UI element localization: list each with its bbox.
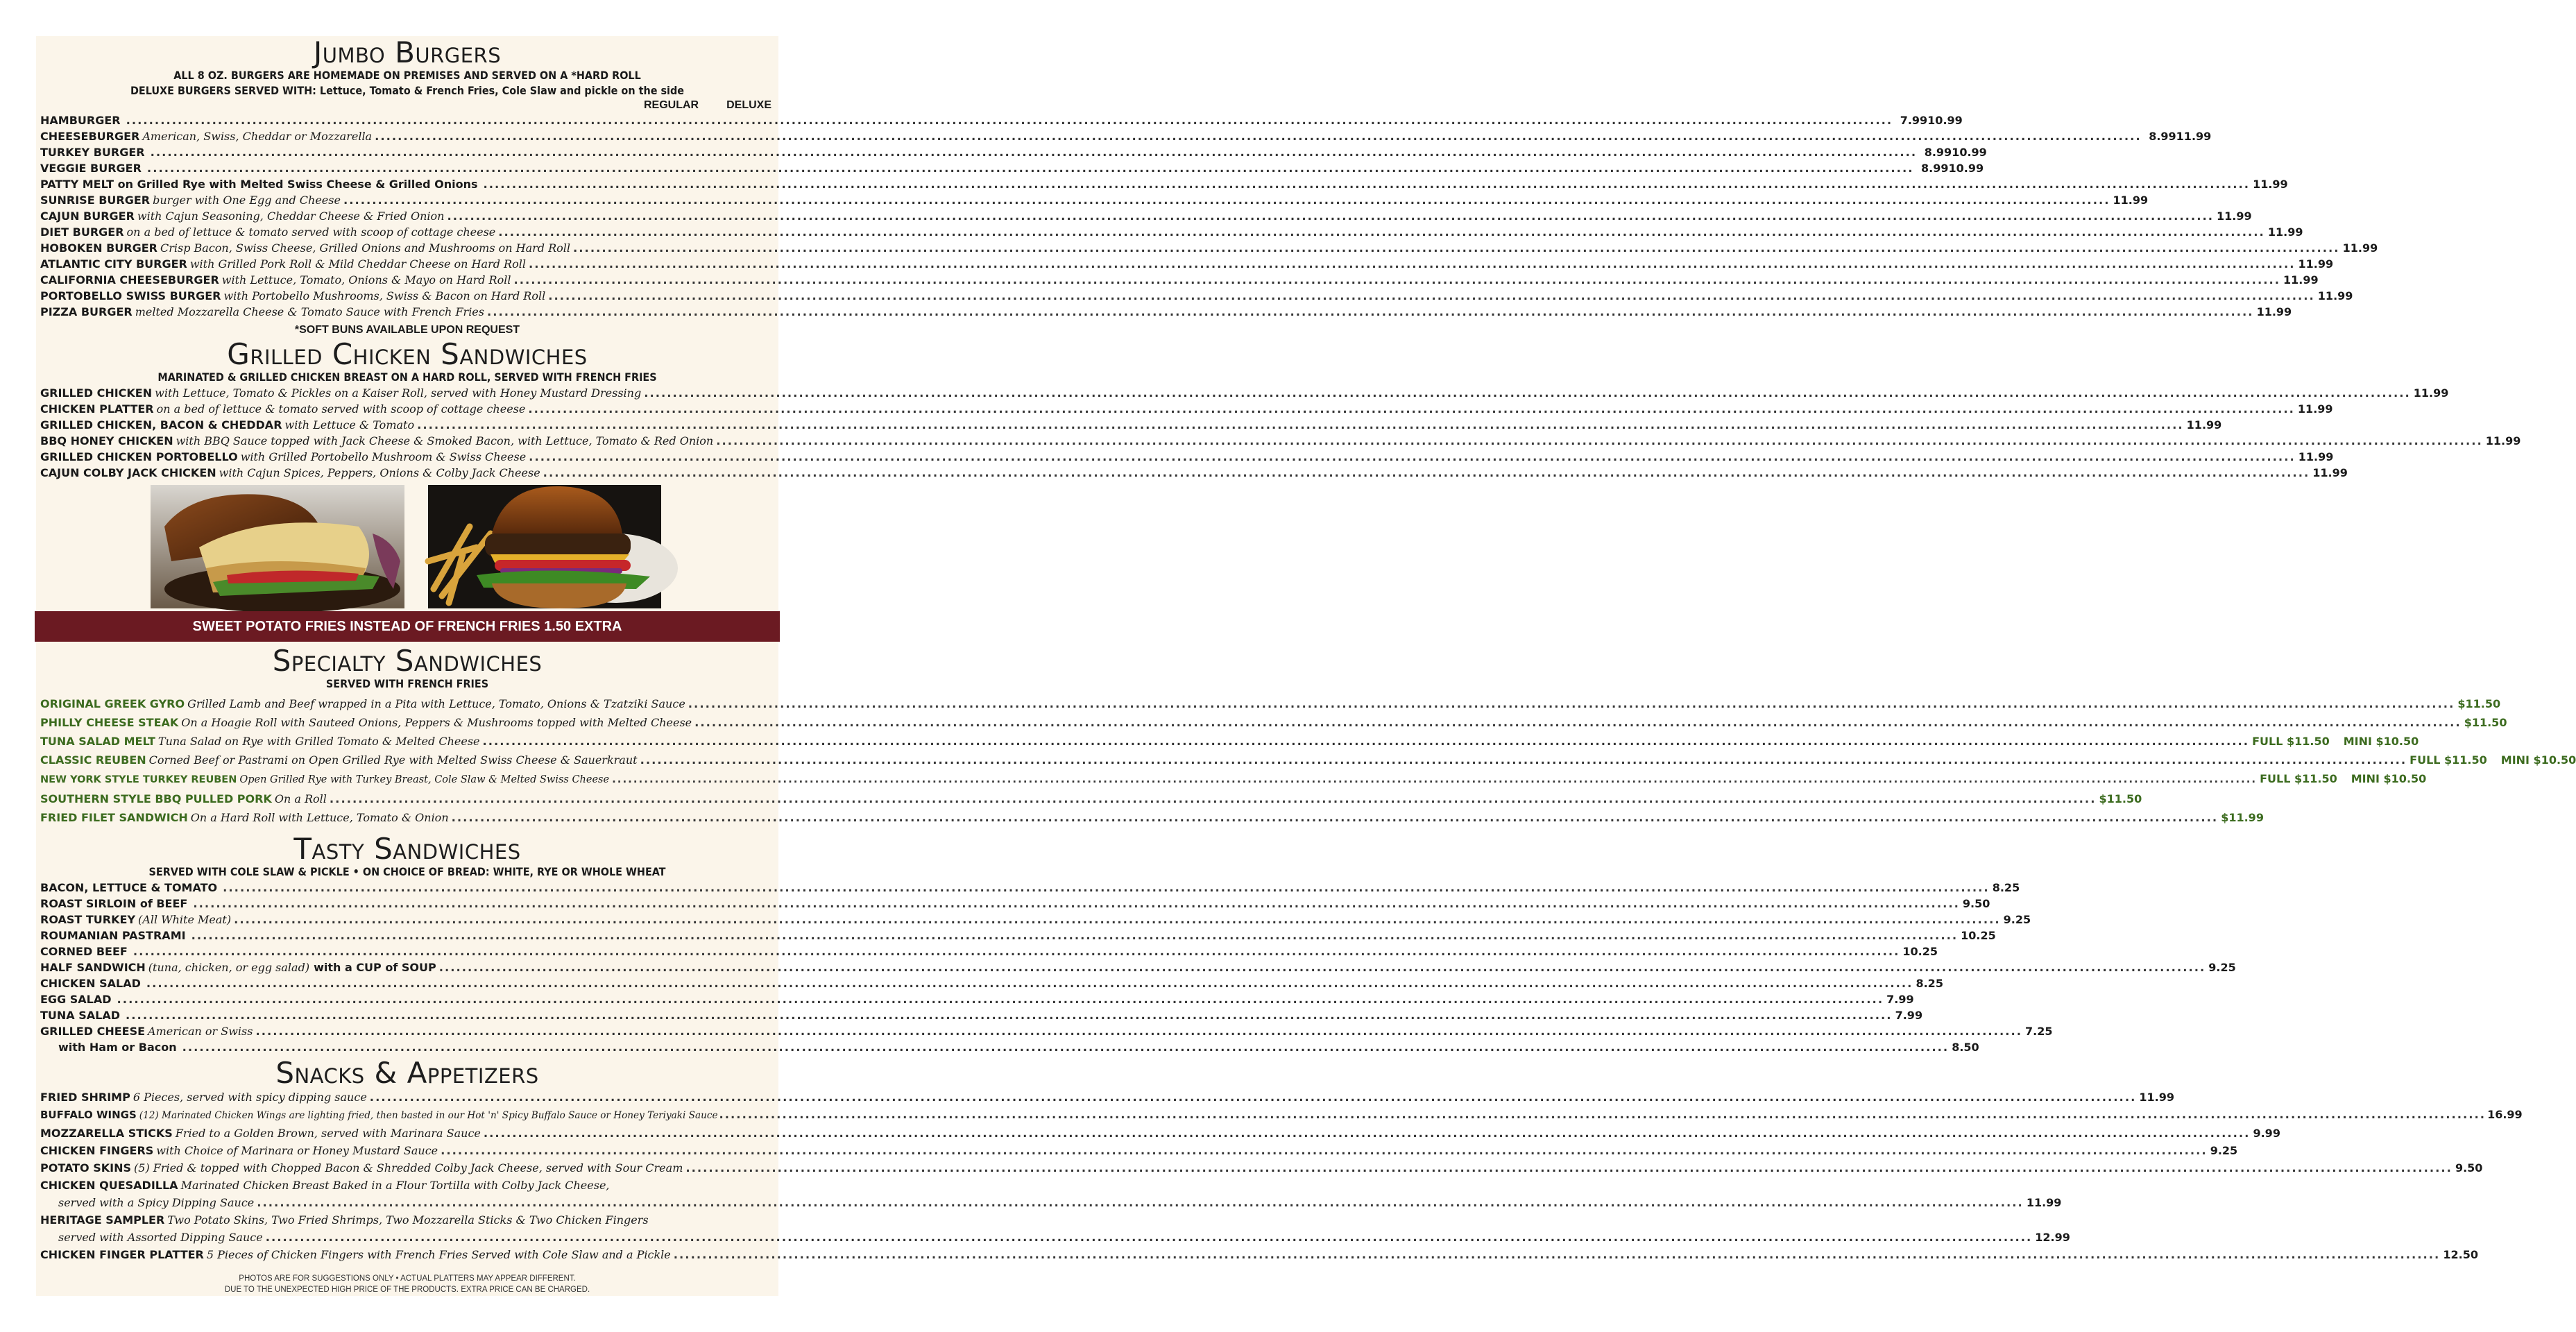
item-name: CHICKEN FINGER PLATTER xyxy=(40,1248,204,1261)
item-name: NEW YORK STYLE TURKEY REUBEN xyxy=(40,774,237,785)
menu-item xyxy=(40,1039,1979,1055)
item-name: CHICKEN FINGERS xyxy=(40,1144,154,1157)
item-desc: served with Assorted Dipping Sauce xyxy=(58,1231,263,1244)
item-name: BBQ HONEY CHICKEN xyxy=(40,434,173,447)
item-price: 10.25 xyxy=(1902,945,1938,958)
mini-price: MINI $10.50 xyxy=(2343,735,2419,748)
chicken-sandwich-photo xyxy=(151,485,404,608)
regular-price: 8.99 xyxy=(2149,130,2176,143)
item-price: 11.99 xyxy=(2026,1196,2062,1209)
specialty-list xyxy=(40,694,2576,827)
item-price: 11.99 xyxy=(2413,386,2449,400)
item-name: HOBOKEN BURGER xyxy=(40,241,157,255)
item-desc: with Lettuce, Tomato, Onions & Mayo on Hard Roll xyxy=(221,273,511,287)
item-name: MOZZARELLA STICKS xyxy=(40,1127,173,1140)
item-price: $11.50 xyxy=(2464,716,2507,729)
item-name: CHICKEN QUESADILLA xyxy=(40,1179,178,1192)
item-desc: (12) Marinated Chicken Wings are lighting fried, then basted in our Hot 'n' Spicy Buffalo Sauce or Honey Teriyaki Sauce xyxy=(139,1110,718,1121)
menu-item xyxy=(40,417,2222,433)
item-desc: (All White Meat) xyxy=(138,913,232,926)
item-desc: with Grilled Pork Roll & Mild Cheddar Cheese on Hard Roll xyxy=(189,257,526,271)
menu-item xyxy=(40,912,2031,928)
item-name: BUFFALO WINGS xyxy=(40,1109,137,1121)
item-price: 11.99 xyxy=(2312,466,2348,479)
menu-item xyxy=(40,959,2236,975)
dot-leader xyxy=(483,732,2250,751)
item-name: EGG SALAD xyxy=(40,993,112,1006)
footer-line-2: DUE TO THE UNEXPECTED HIGH PRICE OF THE PRODUCTS. EXTRA PRICE CAN BE CHARGED. xyxy=(224,1286,590,1294)
item-desc: on a bed of lettuce & tomato served with scoop of cottage cheese xyxy=(156,402,526,416)
item-desc: Two Potato Skins, Two Fried Shrimps, Two Mozzarella Sticks & Two Chicken Fingers xyxy=(167,1213,649,1227)
item-price: 11.99 xyxy=(2113,194,2149,207)
snacks-list xyxy=(40,1088,2523,1263)
item-name: ROAST TURKEY xyxy=(40,913,136,926)
item-price: 9.25 xyxy=(2210,1144,2238,1157)
menu-item xyxy=(40,694,2501,713)
item-price: 11.99 xyxy=(2186,418,2222,432)
menu-item xyxy=(40,208,2252,224)
menu-item xyxy=(40,128,2212,144)
menu-item xyxy=(40,880,2020,896)
menu-item xyxy=(40,896,1990,912)
dot-leader xyxy=(133,944,1900,959)
menu-item xyxy=(40,1088,2174,1106)
item-price: 11.99 xyxy=(2342,241,2378,255)
dot-leader xyxy=(417,417,2184,433)
menu-item xyxy=(40,272,2319,288)
item-desc: served with a Spicy Dipping Sauce xyxy=(58,1196,255,1209)
burgers-two-price-list xyxy=(40,112,2212,176)
menu-item-continued xyxy=(40,1229,2070,1246)
dot-leader xyxy=(529,256,2296,272)
dot-leader xyxy=(151,144,1918,160)
item-price: 10.25 xyxy=(1961,929,1996,942)
item-name: DIET BURGER xyxy=(40,225,124,239)
tasty-list xyxy=(40,880,2236,1055)
deluxe-column-label: DELUXE xyxy=(726,99,771,111)
tasty-title: Tasty Sandwiches xyxy=(293,832,521,866)
soft-buns-note: *SOFT BUNS AVAILABLE UPON REQUEST xyxy=(294,324,520,336)
item-name: SUNRISE BURGER xyxy=(40,194,151,207)
specialty-subtitle: SERVED WITH FRENCH FRIES xyxy=(325,677,489,690)
item-desc: melted Mozzarella Cheese & Tomato Sauce with French Fries xyxy=(135,305,484,318)
item-name: HERITAGE SAMPLER xyxy=(40,1213,165,1227)
menu-item xyxy=(40,1246,2478,1263)
dot-leader xyxy=(126,1007,1893,1023)
item-name: SOUTHERN STYLE BBQ PULLED PORK xyxy=(40,792,272,805)
price-column-header xyxy=(40,99,771,112)
menu-item xyxy=(40,1125,2280,1142)
dot-leader xyxy=(126,112,1893,128)
item-extra: with a CUP of SOUP xyxy=(314,961,436,974)
regular-price: 7.99 xyxy=(1900,114,1928,127)
menu-item-continued xyxy=(40,1194,2062,1211)
item-price: 9.99 xyxy=(2253,1127,2280,1140)
item-desc: with Grilled Portobello Mushroom & Swiss Cheese xyxy=(240,450,527,463)
dot-leader xyxy=(513,272,2280,288)
item-name: ORIGINAL GREEK GYRO xyxy=(40,697,185,710)
item-name: CAJUN BURGER xyxy=(40,210,135,223)
sweet-potato-banner: SWEET POTATO FRIES INSTEAD OF FRENCH FRIES 1.50 EXTRA xyxy=(35,611,780,642)
item-price: 11.99 xyxy=(2317,289,2353,302)
menu-item xyxy=(40,944,1938,959)
mini-price: MINI $10.50 xyxy=(2351,772,2427,785)
item-price: 12.50 xyxy=(2443,1248,2478,1261)
menu-item xyxy=(40,1142,2238,1159)
item-price: 9.25 xyxy=(2003,913,2031,926)
dot-leader xyxy=(193,896,1960,912)
item-name: VEGGIE BURGER xyxy=(40,162,142,175)
dot-leader xyxy=(487,304,2254,320)
item-name: GRILLED CHICKEN PORTOBELLO xyxy=(40,450,238,463)
item-name: PATTY MELT on Grilled Rye with Melted Swiss Cheese & Grilled Onions xyxy=(40,178,478,191)
item-price: 11.99 xyxy=(2256,305,2292,318)
menu-item xyxy=(40,1106,2523,1125)
deluxe-price: 11.99 xyxy=(2176,130,2212,143)
item-desc: with Portobello Mushrooms, Swiss & Bacon on Hard Roll xyxy=(223,289,546,302)
item-desc: Grilled Lamb and Beef wrapped in a Pita with Lettuce, Tomato, Onions & Tzatziki Sauce xyxy=(187,697,685,710)
item-name: PORTOBELLO SWISS BURGER xyxy=(40,289,221,302)
dot-leader xyxy=(548,288,2315,304)
item-price: 11.99 xyxy=(2485,434,2521,447)
menu-item xyxy=(40,713,2507,732)
burgers-list xyxy=(40,176,2378,320)
menu-item xyxy=(40,975,1943,991)
menu-item xyxy=(40,449,2334,465)
full-price: FULL $11.50 xyxy=(2252,735,2330,748)
dot-leader xyxy=(375,128,2142,144)
item-desc: with Cajun Spices, Peppers, Onions & Colby Jack Cheese xyxy=(219,466,540,479)
deluxe-price: 10.99 xyxy=(1927,114,1963,127)
item-price: 11.99 xyxy=(2298,450,2334,463)
item-desc: burger with One Egg and Cheese xyxy=(153,194,341,207)
menu-item xyxy=(40,288,2353,304)
regular-price: 8.99 xyxy=(1924,146,1952,159)
menu-item xyxy=(40,769,2427,789)
menu-item xyxy=(40,112,1963,128)
item-price: $11.50 xyxy=(2457,697,2501,710)
item-desc: with BBQ Sauce topped with Jack Cheese & Smoked Bacon, with Lettuce, Tomato & Red Onion xyxy=(176,434,714,447)
item-name: TURKEY BURGER xyxy=(40,146,145,159)
menu-item xyxy=(40,928,1996,944)
item-desc: On a Hard Roll with Lettuce, Tomato & Onion xyxy=(190,811,449,824)
regular-column-label: REGULAR xyxy=(643,99,699,111)
dot-leader xyxy=(146,975,1913,991)
item-name: CHICKEN PLATTER xyxy=(40,402,154,416)
item-name: HAMBURGER xyxy=(40,114,121,127)
dot-leader xyxy=(182,1039,1950,1055)
item-name: ROAST SIRLOIN of BEEF xyxy=(40,897,188,910)
item-desc: with Cajun Seasoning, Cheddar Cheese & Fried Onion xyxy=(137,210,445,223)
dot-leader xyxy=(370,1088,2137,1106)
footer-line-1: PHOTOS ARE FOR SUGGESTIONS ONLY • ACTUAL PLATTERS MAY APPEAR DIFFERENT. xyxy=(239,1274,576,1283)
item-name: CHEESEBURGER xyxy=(40,130,140,143)
dot-leader xyxy=(719,1106,2487,1123)
dot-leader xyxy=(685,1159,2453,1177)
burgers-subtitle-1: ALL 8 OZ. BURGERS ARE HOMEMADE ON PREMISES AND SERVED ON A *HARD ROLL xyxy=(173,69,641,82)
menu-item xyxy=(40,1159,2483,1177)
menu-item xyxy=(40,176,2288,192)
dot-leader xyxy=(441,1142,2208,1159)
item-name: FRIED FILET SANDWICH xyxy=(40,811,188,824)
item-name: GRILLED CHICKEN xyxy=(40,386,153,400)
burger-photo xyxy=(428,485,661,608)
menu-item xyxy=(40,1023,2053,1039)
item-price: 11.99 xyxy=(2283,273,2319,287)
menu-item xyxy=(40,1177,771,1194)
item-price: 11.99 xyxy=(2297,402,2333,416)
dot-leader xyxy=(343,192,2110,208)
dot-leader xyxy=(694,713,2462,732)
dot-leader xyxy=(644,385,2411,401)
item-name: CALIFORNIA CHEESEBURGER xyxy=(40,273,219,287)
item-desc: American or Swiss xyxy=(148,1025,253,1038)
dot-leader xyxy=(257,1194,2024,1211)
item-price: $11.99 xyxy=(2221,811,2264,824)
chicken-title: Grilled Chicken Sandwiches xyxy=(227,337,588,371)
item-name: ROUMANIAN PASTRAMI xyxy=(40,929,186,942)
dot-leader xyxy=(529,449,2296,465)
item-desc: 5 Pieces of Chicken Fingers with French Fries Served with Cole Slaw and a Pickle xyxy=(206,1248,671,1261)
dot-leader xyxy=(528,401,2295,417)
menu-item xyxy=(40,991,1914,1007)
menu-item xyxy=(40,192,2149,208)
full-price: FULL $11.50 xyxy=(2409,753,2487,767)
item-desc: On a Roll xyxy=(274,792,327,805)
mini-price: MINI $10.50 xyxy=(2500,753,2576,767)
dot-leader xyxy=(484,1125,2251,1142)
dot-leader xyxy=(117,991,1884,1007)
dot-leader xyxy=(147,160,1914,176)
dot-leader xyxy=(234,912,2001,928)
dot-leader xyxy=(266,1229,2033,1246)
item-price: 12.99 xyxy=(2035,1231,2070,1244)
dot-leader xyxy=(255,1023,2022,1039)
dot-leader xyxy=(573,240,2340,256)
item-price: 11.99 xyxy=(2253,178,2288,191)
menu-item xyxy=(40,1211,771,1229)
menu-item xyxy=(40,256,2334,272)
dot-leader xyxy=(688,694,2455,713)
item-price: 11.99 xyxy=(2267,225,2303,239)
item-name: with Ham or Bacon xyxy=(58,1041,177,1054)
item-price: 8.25 xyxy=(1916,977,1943,990)
item-name: CAJUN COLBY JACK CHICKEN xyxy=(40,466,216,479)
item-desc: Corned Beef or Pastrami on Open Grilled Rye with Melted Swiss Cheese & Sauerkraut xyxy=(148,753,638,767)
burgers-subtitle-2: DELUXE BURGERS SERVED WITH: Lettuce, Tomato & French Fries, Cole Slaw and pickle on the side xyxy=(130,84,685,97)
menu-item xyxy=(40,1007,1923,1023)
menu-item xyxy=(40,433,2521,449)
item-name: FRIED SHRIMP xyxy=(40,1091,130,1104)
menu-item xyxy=(40,385,2449,401)
item-desc: (5) Fried & topped with Chopped Bacon & Shredded Colby Jack Cheese, served with Sour Cream xyxy=(134,1161,683,1175)
menu-item xyxy=(40,144,1987,160)
menu-item xyxy=(40,160,1984,176)
item-name: GRILLED CHICKEN, BACON & CHEDDAR xyxy=(40,418,282,432)
item-desc: Open Grilled Rye with Turkey Breast, Cole Slaw & Melted Swiss Cheese xyxy=(239,774,610,785)
item-desc: On a Hoagie Roll with Sauteed Onions, Peppers & Mushrooms topped with Melted Cheese xyxy=(181,716,692,729)
dot-leader xyxy=(640,751,2407,769)
dot-leader xyxy=(447,208,2214,224)
full-price: FULL $11.50 xyxy=(2260,772,2337,785)
item-price: 11.99 xyxy=(2298,257,2334,271)
item-price: 8.50 xyxy=(1952,1041,1979,1054)
menu-item xyxy=(40,224,2303,240)
dot-leader xyxy=(543,465,2310,481)
menu-sheet xyxy=(36,35,2576,1296)
dot-leader xyxy=(330,789,2097,808)
menu-item xyxy=(40,789,2142,808)
menu-item xyxy=(40,732,2419,751)
item-desc: (tuna, chicken, or egg salad) xyxy=(148,961,310,974)
item-desc: with Lettuce & Tomato xyxy=(284,418,415,432)
snacks-title: Snacks & Appetizers xyxy=(275,1056,539,1090)
item-desc: 6 Pieces, served with spicy dipping sauce xyxy=(133,1091,367,1104)
item-desc: Fried to a Golden Brown, served with Marinara Sauce xyxy=(175,1127,481,1140)
menu-item xyxy=(40,751,2576,769)
regular-price: 8.99 xyxy=(1921,162,1949,175)
item-name: TUNA SALAD MELT xyxy=(40,735,155,748)
item-desc: with Lettuce, Tomato & Pickles on a Kaiser Roll, served with Honey Mustard Dressing xyxy=(155,386,642,400)
item-desc: Tuna Salad on Rye with Grilled Tomato & Melted Cheese xyxy=(157,735,480,748)
food-photos xyxy=(36,485,778,608)
dot-leader xyxy=(223,880,1990,896)
item-price: 8.25 xyxy=(1992,881,2020,894)
item-name: TUNA SALAD xyxy=(40,1009,121,1022)
item-name: BACON, LETTUCE & TOMATO xyxy=(40,881,218,894)
item-price: 7.99 xyxy=(1886,993,1914,1006)
dot-leader xyxy=(498,224,2265,240)
item-name: CLASSIC REUBEN xyxy=(40,753,146,767)
item-desc: with Choice of Marinara or Honey Mustard Sauce xyxy=(156,1144,438,1157)
item-name: HALF SANDWICH xyxy=(40,961,146,974)
menu-item xyxy=(40,240,2378,256)
item-name: GRILLED CHEESE xyxy=(40,1025,146,1038)
item-price: 11.99 xyxy=(2139,1091,2174,1104)
item-name: POTATO SKINS xyxy=(40,1161,132,1175)
item-name: PHILLY CHEESE STEAK xyxy=(40,716,179,729)
specialty-title: Specialty Sandwiches xyxy=(272,644,543,678)
dot-leader xyxy=(439,959,2206,975)
item-price: $11.50 xyxy=(2099,792,2142,805)
item-desc: American, Swiss, Cheddar or Mozzarella xyxy=(142,130,373,143)
item-price: 7.99 xyxy=(1895,1009,1923,1022)
item-price: 7.25 xyxy=(2025,1025,2053,1038)
item-name: ATLANTIC CITY BURGER xyxy=(40,257,187,271)
item-price: 9.50 xyxy=(1962,897,1990,910)
item-price: 11.99 xyxy=(2217,210,2252,223)
tasty-subtitle: SERVED WITH COLE SLAW & PICKLE • ON CHOICE OF BREAD: WHITE, RYE OR WHOLE WHEAT xyxy=(148,865,666,878)
item-desc: Crisp Bacon, Swiss Cheese, Grilled Onions and Mushrooms on Hard Roll xyxy=(160,241,571,255)
dot-leader xyxy=(484,176,2251,192)
item-desc: Marinated Chicken Breast Baked in a Flour Tortilla with Colby Jack Cheese, xyxy=(180,1179,610,1192)
dot-leader xyxy=(716,433,2483,449)
item-price: 16.99 xyxy=(2487,1108,2523,1121)
burgers-title: Jumbo Burgers xyxy=(313,35,502,69)
deluxe-price: 10.99 xyxy=(1952,146,1987,159)
item-name: CHICKEN SALAD xyxy=(40,977,141,990)
menu-item xyxy=(40,401,2333,417)
menu-item xyxy=(40,304,2292,320)
deluxe-price: 10.99 xyxy=(1948,162,1984,175)
item-price: 9.25 xyxy=(2208,961,2236,974)
item-name: CORNED BEEF xyxy=(40,945,128,958)
menu-item xyxy=(40,465,2348,481)
dot-leader xyxy=(191,928,1959,944)
dot-leader xyxy=(452,808,2219,827)
item-desc: on a bed of lettuce & tomato served with scoop of cottage cheese xyxy=(126,225,496,239)
dot-leader xyxy=(612,770,2257,789)
item-name: PIZZA BURGER xyxy=(40,305,133,318)
item-price: 9.50 xyxy=(2455,1161,2483,1175)
footer-disclaimer xyxy=(36,1273,778,1295)
chicken-list xyxy=(40,385,2521,481)
menu-item xyxy=(40,808,2264,827)
chicken-subtitle: MARINATED & GRILLED CHICKEN BREAST ON A HARD ROLL, SERVED WITH FRENCH FRIES xyxy=(157,370,657,384)
dot-leader xyxy=(674,1246,2441,1263)
